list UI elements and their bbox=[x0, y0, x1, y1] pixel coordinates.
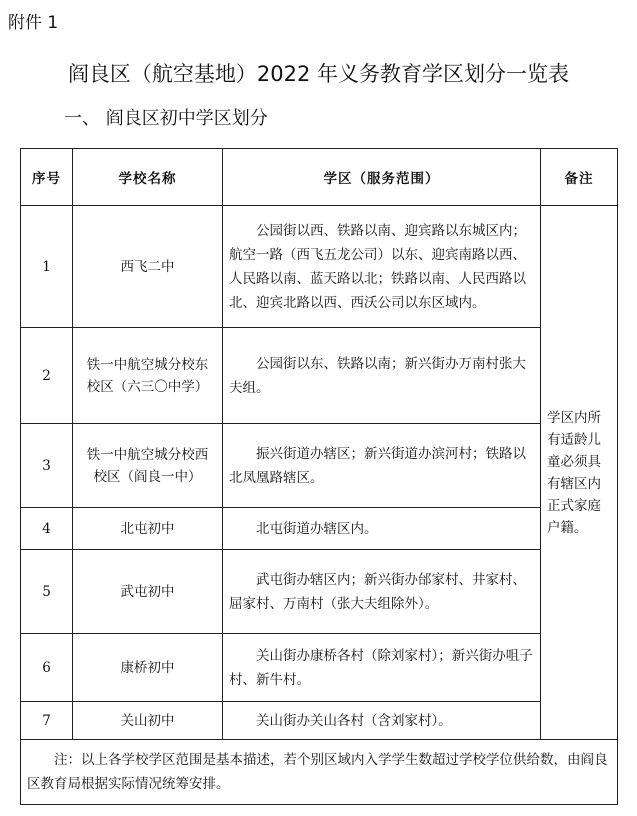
district-zone: 公园街以东、铁路以南；新兴街办万南村张大夫组。 bbox=[223, 328, 541, 424]
table-row bbox=[21, 206, 618, 328]
row-number: 1 bbox=[21, 206, 73, 328]
school-district-table bbox=[20, 148, 618, 805]
row-number: 2 bbox=[21, 328, 73, 424]
school-name: 西飞二中 bbox=[73, 206, 223, 328]
section-title: 一、 阎良区初中学区划分 bbox=[64, 108, 268, 129]
document-title: 阎良区（航空基地）2022 年义务教育学区划分一览表 bbox=[67, 62, 570, 86]
school-name: 铁一中航空城分校东校区（六三〇中学） bbox=[73, 328, 223, 424]
table-row bbox=[21, 550, 618, 634]
footnote-text: 注：以上各学校学区范围是基本描述，若个别区域内入学学生数超过学校学位供给数，由阎良区教育局根据实际情况统筹安排。 bbox=[21, 740, 618, 805]
district-zone: 公园街以西、铁路以南、迎宾路以东城区内；航空一路（西飞五龙公司）以东、迎宾南路以西、人民路以南、蓝天路以北；铁路以南、人民西路以北、迎宾北路以西、西沃公司以东区域内。 bbox=[223, 206, 541, 328]
school-name: 康桥初中 bbox=[73, 634, 223, 702]
footnote-row bbox=[21, 740, 618, 805]
row-number: 6 bbox=[21, 634, 73, 702]
table-row bbox=[21, 424, 618, 508]
school-name: 铁一中航空城分校西校区（阎良一中） bbox=[73, 424, 223, 508]
row-number: 7 bbox=[21, 702, 73, 740]
district-zone: 振兴街道办辖区；新兴街道办滨河村；铁路以北凤凰路辖区。 bbox=[223, 424, 541, 508]
school-name: 北屯初中 bbox=[73, 508, 223, 550]
district-zone: 北屯街道办辖区内。 bbox=[223, 508, 541, 550]
school-name: 武屯初中 bbox=[73, 550, 223, 634]
table-row bbox=[21, 634, 618, 702]
attachment-label: 附件 1 bbox=[8, 13, 59, 33]
column-header-zone: 学区（服务范围） bbox=[223, 149, 541, 206]
row-number: 3 bbox=[21, 424, 73, 508]
district-zone: 关山街办康桥各村（除刘家村）；新兴街办咀子村、新牛村。 bbox=[223, 634, 541, 702]
table-row bbox=[21, 328, 618, 424]
row-number: 5 bbox=[21, 550, 73, 634]
column-header-school: 学校名称 bbox=[73, 149, 223, 206]
table-row bbox=[21, 508, 618, 550]
district-zone: 武屯街办辖区内；新兴街办邰家村、井家村、屈家村、万南村（张大夫组除外）。 bbox=[223, 550, 541, 634]
table-header-row bbox=[21, 149, 618, 206]
district-zone: 关山街办关山各村（含刘家村）。 bbox=[223, 702, 541, 740]
column-header-note: 备注 bbox=[541, 149, 618, 206]
school-name: 关山初中 bbox=[73, 702, 223, 740]
column-header-no: 序号 bbox=[21, 149, 73, 206]
row-number: 4 bbox=[21, 508, 73, 550]
table-row bbox=[21, 702, 618, 740]
remarks-cell: 学区内所有适龄儿童必须具有辖区内正式家庭户籍。 bbox=[541, 206, 618, 740]
